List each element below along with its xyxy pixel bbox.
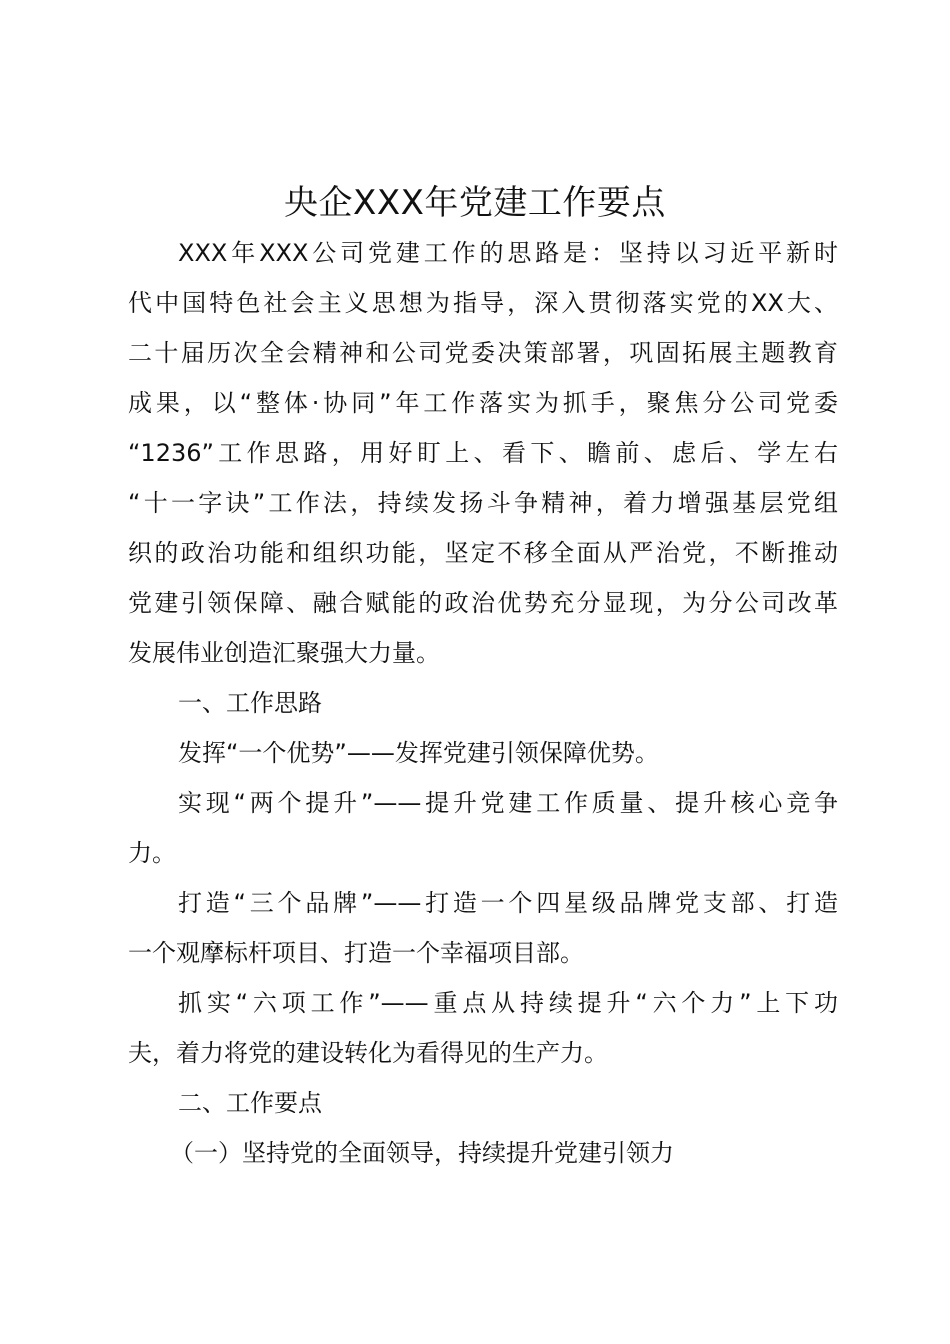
subsection-heading: （一）坚持党的全面领导，持续提升党建引领力	[170, 1139, 674, 1167]
paragraph-line: “十一字诀”工作法，持续发扬斗争精神，着力增强基层党组	[128, 489, 838, 517]
document-title: 央企XXX年党建工作要点	[284, 183, 666, 223]
section-heading: 一、工作思路	[178, 689, 322, 717]
paragraph-line: 织的政治功能和组织功能，坚定不移全面从严治党，不断推动	[128, 539, 838, 567]
paragraph-line: 成果，以“整体·协同”年工作落实为抓手，聚焦分公司党委	[128, 389, 838, 417]
paragraph-line: XXX年XXX公司党建工作的思路是：坚持以习近平新时	[178, 239, 838, 267]
paragraph-line: 夫，着力将党的建设转化为看得见的生产力。	[128, 1039, 608, 1067]
paragraph-line: 二十届历次全会精神和公司党委决策部署，巩固拓展主题教育	[128, 339, 838, 367]
paragraph-line: 发挥“一个优势”——发挥党建引领保障优势。	[178, 739, 659, 767]
paragraph-line: 代中国特色社会主义思想为指导，深入贯彻落实党的XX大、	[128, 289, 838, 317]
paragraph-line: 一个观摩标杆项目、打造一个幸福项目部。	[128, 939, 584, 967]
paragraph-line: 打造“三个品牌”——打造一个四星级品牌党支部、打造	[178, 889, 838, 917]
paragraph-line: “1236”工作思路，用好盯上、看下、瞻前、虑后、学左右	[128, 439, 838, 467]
paragraph-line: 实现“两个提升”——提升党建工作质量、提升核心竞争	[178, 789, 838, 817]
paragraph-line: 发展伟业创造汇聚强大力量。	[128, 639, 440, 667]
section-heading: 二、工作要点	[178, 1089, 322, 1117]
paragraph-line: 力。	[128, 839, 176, 867]
paragraph-line: 党建引领保障、融合赋能的政治优势充分显现，为分公司改革	[128, 589, 838, 617]
paragraph-line: 抓实“六项工作”——重点从持续提升“六个力”上下功	[178, 989, 838, 1017]
